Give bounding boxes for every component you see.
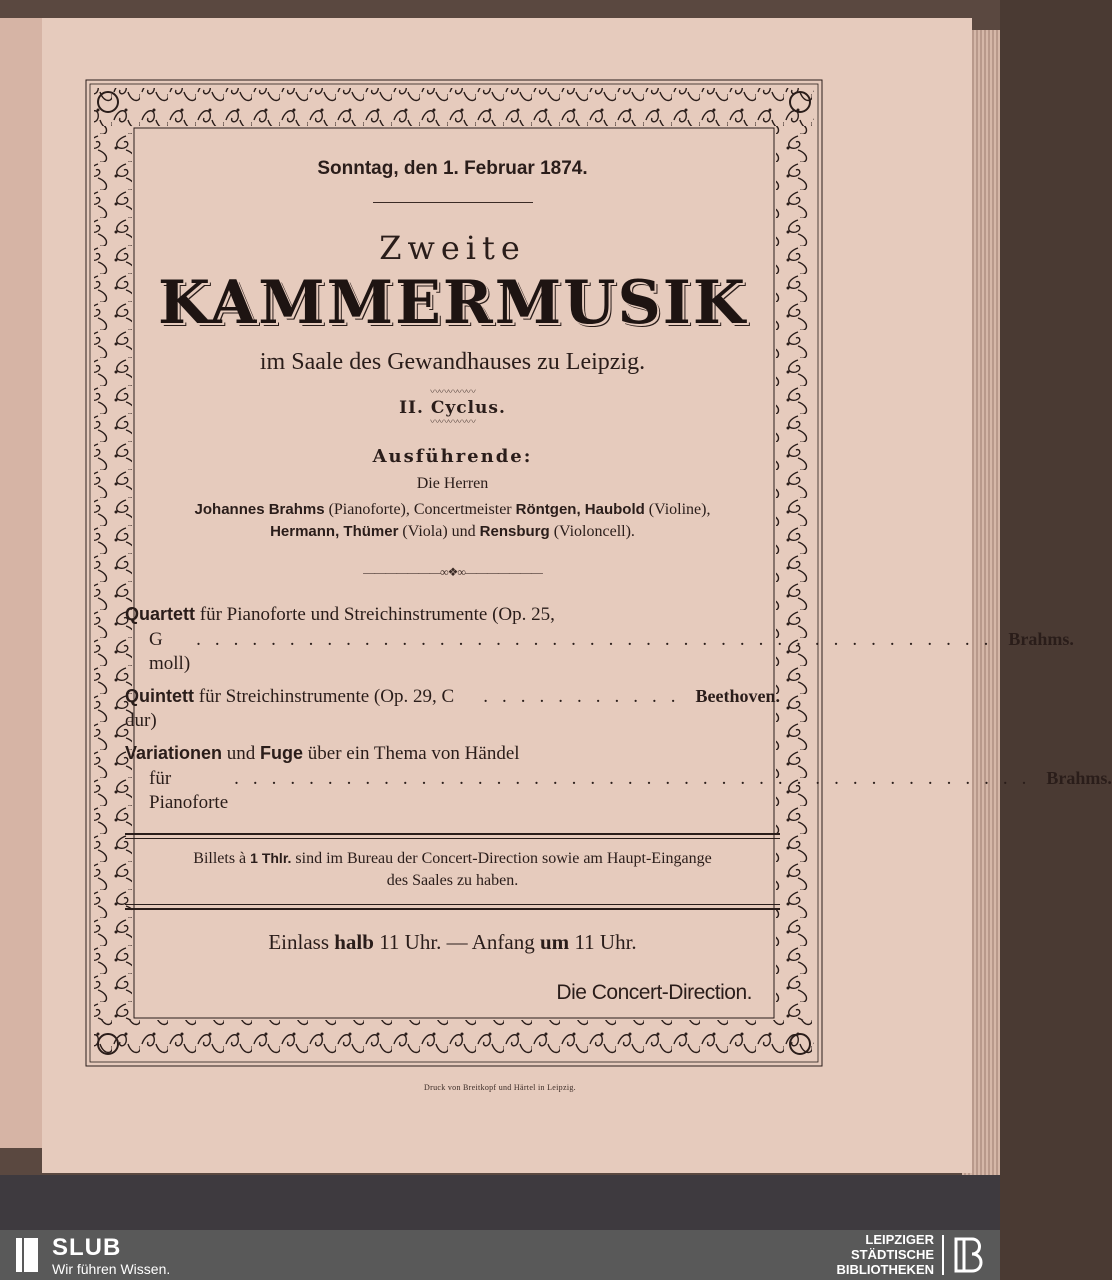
printer-credit: Druck von Breitkopf und Härtel in Leipzig.: [424, 1083, 576, 1092]
viewer-footer: [0, 1230, 1000, 1280]
program-item: [125, 602, 1074, 676]
admission-times: Einlass halb 11 Uhr. — Anfang um 11 Uhr.: [268, 930, 637, 954]
program-item-detail: für Pianoforte ........................................... Brahms.: [149, 768, 1112, 813]
lsb-wordmark[interactable]: LEIPZIGER STÄDTISCHE BIBLIOTHEKEN: [836, 1232, 934, 1277]
performers-list: [125, 499, 780, 543]
performer-name: Johannes Brahms: [194, 501, 325, 518]
performer-role: (Pianoforte), Concertmeister: [328, 501, 512, 518]
performer-name: Hermann, Thümer: [270, 523, 399, 540]
performers-intro: Die Herren: [416, 475, 489, 492]
slub-logo-icon[interactable]: [16, 1238, 38, 1272]
performers-line: [125, 521, 780, 543]
wavy-divider: 〰〰〰〰〰: [430, 387, 475, 398]
program-item-detail: G moll) ........................................... Brahms.: [149, 629, 1074, 674]
book-cover-edge: [0, 1175, 1000, 1230]
performers-line: [125, 499, 780, 521]
performer-role: (Violoncell).: [553, 523, 635, 540]
performer-role: (Viola) und: [402, 523, 476, 540]
composer: Beethoven.: [695, 686, 780, 706]
main-heading: KAMMERMUSIK: [158, 268, 747, 338]
composer: Brahms.: [1008, 629, 1074, 649]
program-text: [125, 150, 1112, 1005]
performer-name: Röntgen, Haubold: [515, 501, 645, 518]
program-item-title: Quintett für Streichinstrumente (Op. 29, C dur) ........... Beethoven.: [125, 686, 780, 731]
double-rule: [125, 904, 780, 910]
divider: [373, 202, 533, 203]
program-item: [125, 684, 780, 733]
slub-tagline: Wir führen Wissen.: [52, 1261, 171, 1277]
ornamental-divider: ———————∞❖∞———————: [363, 565, 542, 579]
program-item-title: Quartett für Pianoforte und Streichinstrumente (Op. 25,: [125, 604, 555, 625]
program-list: [125, 602, 1112, 815]
performers-heading: Ausführende:: [372, 446, 533, 467]
adjacent-page-edge: [0, 18, 42, 1148]
ticket-info: Billets à 1 Thlr. sind im Bureau der Concert-Direction sowie am Haupt-Eingange des Saales zu haben.: [193, 850, 712, 889]
heading-small: Zweite: [379, 229, 526, 267]
slub-name[interactable]: SLUB: [52, 1234, 122, 1261]
signature: Die Concert-Direction.: [556, 981, 752, 1004]
double-rule: [125, 833, 780, 839]
leader-dots: ...........: [483, 686, 690, 707]
cycle-label: II. Cyclus.: [399, 398, 506, 418]
composer: Brahms.: [1046, 768, 1112, 788]
performer-name: Rensburg: [479, 523, 550, 540]
leader-dots: ...........................................: [196, 629, 1003, 650]
lsb-logo-icon[interactable]: [942, 1235, 992, 1275]
program-item-title: Variationen und Fuge über ein Thema von Händel: [125, 743, 520, 764]
performer-role: (Violine),: [648, 501, 711, 518]
wavy-divider: 〰〰〰〰〰: [430, 417, 475, 428]
concert-date: Sonntag, den 1. Februar 1874.: [317, 158, 588, 179]
leader-dots: ...........................................: [234, 768, 1041, 789]
venue-line: im Saale des Gewandhauses zu Leipzig.: [259, 349, 646, 375]
program-item: [125, 741, 1112, 815]
